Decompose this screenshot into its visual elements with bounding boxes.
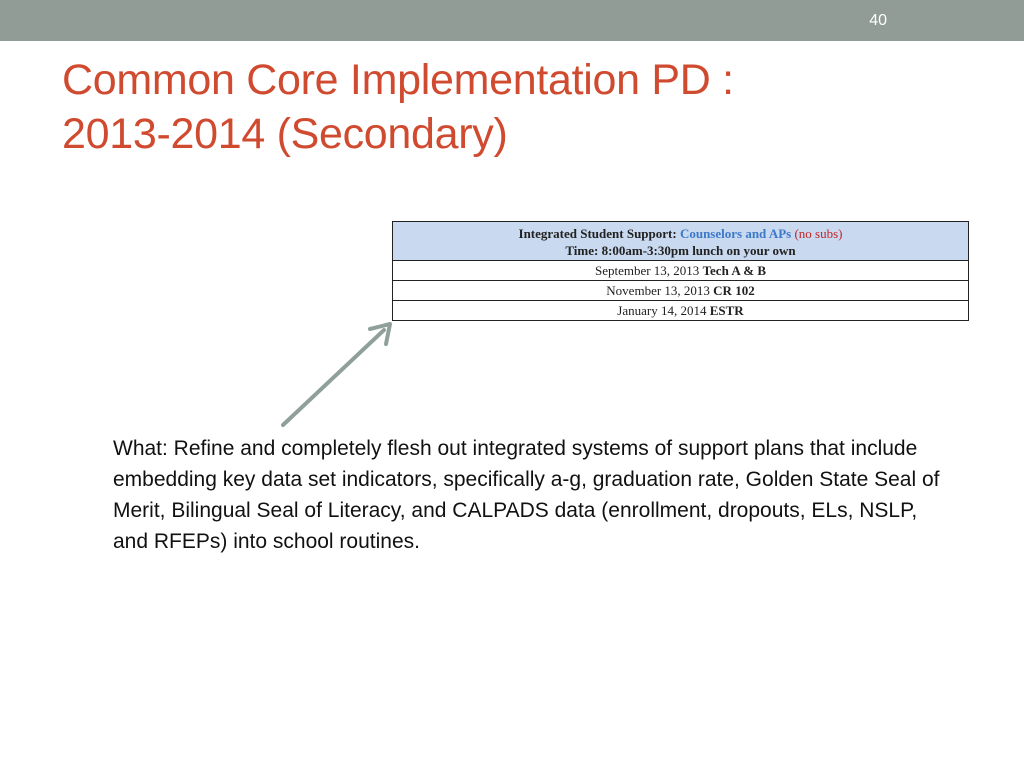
header-label: Integrated Student Support: xyxy=(518,226,677,241)
header-audience: Counselors and APs xyxy=(679,226,792,241)
session-room: Tech A & B xyxy=(702,263,767,278)
slide-title-line-2: 2013-2014 (Secondary) xyxy=(62,110,508,158)
session-date: November 13, 2013 xyxy=(606,283,710,298)
session-date: September 13, 2013 xyxy=(594,263,700,278)
description-text: What: Refine and completely flesh out integrated systems of support plans that include embedding key data set indicators, specifically a-g, graduation rate, Golden State Seal of Merit, Bilingual Seal of Literacy, and CALPADS data (enrollment, dropouts, ELs, NSLP, and RFEPs) into school routines. xyxy=(113,437,940,553)
slide-title-line-1: Common Core Implementation PD : xyxy=(62,56,734,104)
session-room: ESTR xyxy=(709,303,744,318)
session-date: January 14, 2014 xyxy=(617,303,707,318)
header-time: Time: 8:00am-3:30pm lunch on your own xyxy=(565,243,796,258)
session-room: CR 102 xyxy=(713,283,755,298)
slide-number: 40 xyxy=(869,12,887,29)
header-note: (no subs) xyxy=(794,226,843,241)
